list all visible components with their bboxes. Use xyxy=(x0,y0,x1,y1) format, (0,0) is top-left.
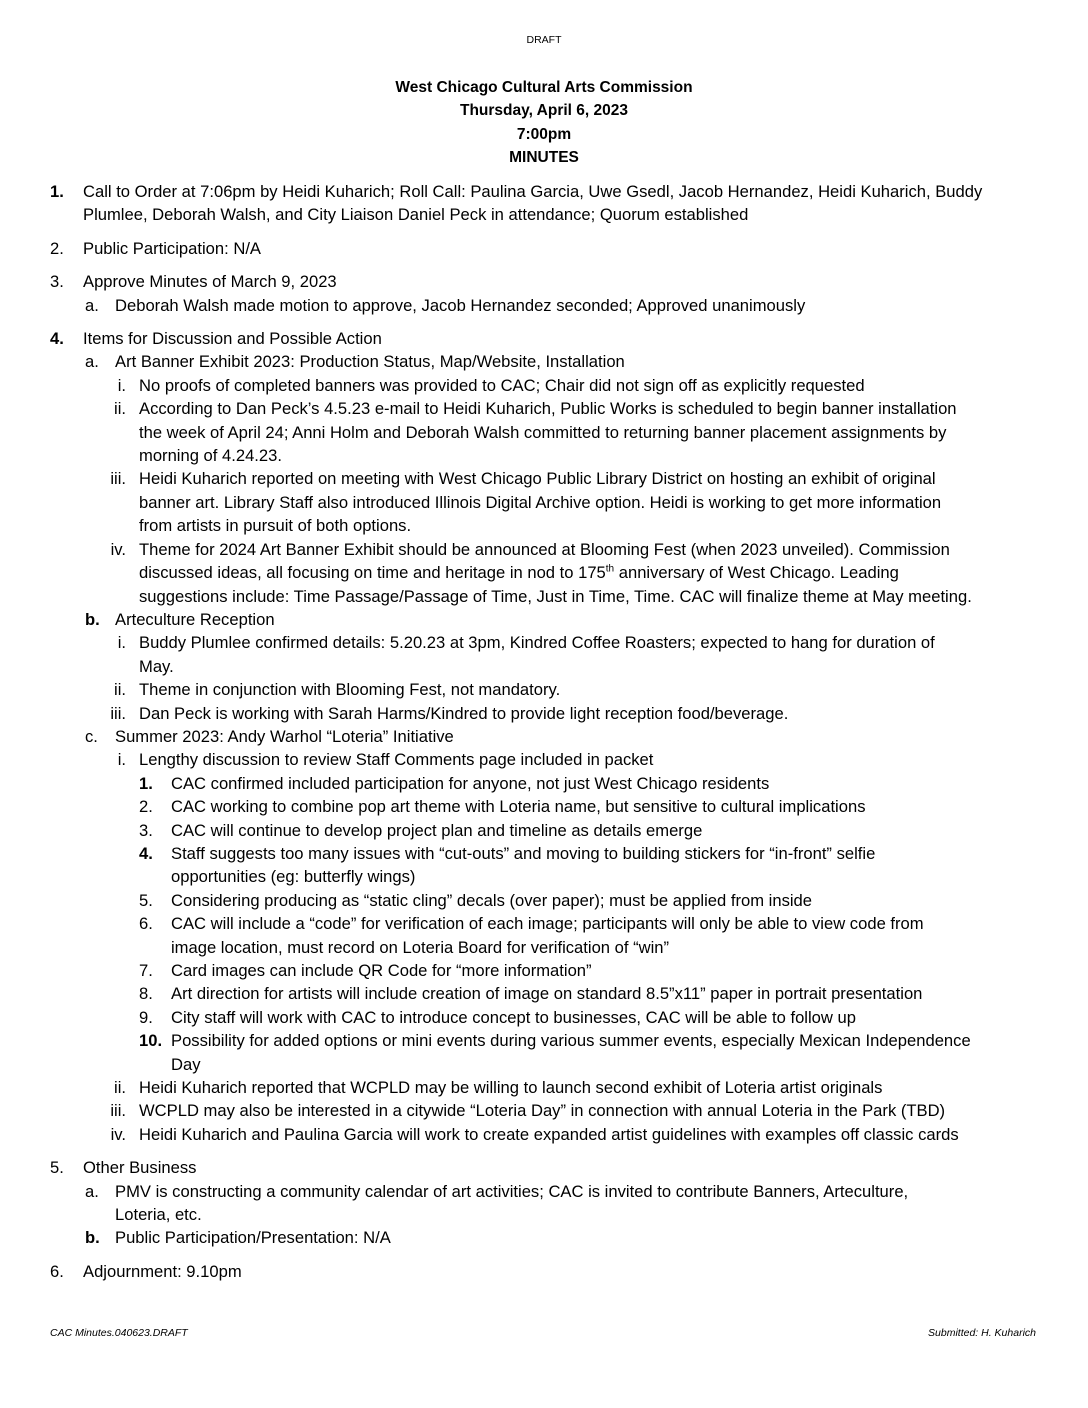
item-text: CAC working to combine pop art theme with Loteria name, but sensitive to cultural implications xyxy=(171,797,866,817)
item-text: Public Participation: N/A xyxy=(83,238,262,258)
item-text: Adjournment: 9.10pm xyxy=(83,1261,242,1281)
list-item xyxy=(0,237,1088,260)
item-text: CAC confirmed included participation for anyone, not just West Chicago residents xyxy=(171,773,770,793)
item-text: Other Business xyxy=(83,1158,197,1178)
item-text: from artists in pursuit of both options. xyxy=(139,516,412,536)
item-text: Possibility for added options or mini events during various summer events, especially Mexican Independence xyxy=(171,1031,971,1051)
list-item xyxy=(0,374,1088,397)
list-item xyxy=(0,1099,1088,1122)
item-text: Art Banner Exhibit 2023: Production Status, Map/Website, Installation xyxy=(115,352,625,372)
list-item xyxy=(0,678,1088,701)
item-text-cont xyxy=(0,585,1088,608)
item-marker: b. xyxy=(85,609,100,629)
list-item xyxy=(0,702,1088,725)
list-item xyxy=(0,959,1088,982)
item-marker: ii. xyxy=(114,399,126,419)
item-marker: 9. xyxy=(139,1007,153,1027)
item-text: Items for Discussion and Possible Action xyxy=(83,329,382,349)
item-text: Heidi Kuharich reported that WCPLD may be willing to launch second exhibit of Loteria artist originals xyxy=(139,1078,883,1098)
item-text-cont xyxy=(0,444,1088,467)
item-text: Arteculture Reception xyxy=(115,609,275,629)
item-marker: 10. xyxy=(139,1031,163,1051)
item-text: Day xyxy=(171,1054,201,1074)
item-text: Considering producing as “static cling” decals (over paper); must be applied from inside xyxy=(171,890,813,910)
draft-label: DRAFT xyxy=(526,34,562,46)
item-text: No proofs of completed banners was provided to CAC; Chair did not sign off as explicitly requested xyxy=(139,375,865,395)
item-text: opportunities (eg: butterfly wings) xyxy=(171,867,416,887)
list-item xyxy=(0,912,1088,935)
item-marker: 6. xyxy=(50,1261,64,1281)
item-text-cont xyxy=(0,561,1088,584)
item-marker: iv. xyxy=(110,539,126,559)
list-item xyxy=(0,538,1088,561)
item-marker: ii. xyxy=(114,680,126,700)
item-text-part: anniversary of West Chicago. Leading xyxy=(614,563,899,583)
item-text: Public Participation/Presentation: N/A xyxy=(115,1228,391,1248)
item-text: Dan Peck is working with Sarah Harms/Kindred to provide light reception food/beverage. xyxy=(139,703,789,723)
item-text: banner art. Library Staff also introduced Illinois Digital Archive option. Heidi is working to get more information xyxy=(139,492,942,512)
item-marker: b. xyxy=(85,1228,100,1248)
list-item xyxy=(0,467,1088,490)
list-item xyxy=(0,1006,1088,1029)
item-marker: 1. xyxy=(139,773,153,793)
item-text: Card images can include QR Code for “more information” xyxy=(171,961,592,980)
item-text-cont xyxy=(0,491,1088,514)
item-marker: i. xyxy=(117,633,126,653)
item-text: CAC will include a “code” for verification of each image; participants will only be able to view code from xyxy=(171,914,924,934)
item-text: According to Dan Peck’s 4.5.23 e-mail to Heidi Kuharich, Public Works is scheduled to begin banner installation xyxy=(139,399,957,419)
item-text: Summer 2023: Andy Warhol “Loteria” Initiative xyxy=(115,726,454,746)
footer-doc-id: CAC Minutes.040623.DRAFT xyxy=(50,1327,188,1339)
list-item xyxy=(0,180,1088,203)
item-text: Loteria, etc. xyxy=(115,1205,202,1225)
list-item xyxy=(0,327,1088,350)
item-marker: a. xyxy=(85,1181,99,1201)
item-text: Theme for 2024 Art Banner Exhibit should be announced at Blooming Fest (when 2023 unveiled). Commission xyxy=(139,539,950,559)
list-item xyxy=(0,772,1088,795)
list-item xyxy=(0,1260,1088,1283)
item-text-cont xyxy=(0,865,1088,888)
item-marker: iii. xyxy=(110,703,126,723)
list-item xyxy=(0,1123,1088,1146)
item-text: Deborah Walsh made motion to approve, Jacob Hernandez seconded; Approved unanimously xyxy=(115,295,806,315)
org-title: West Chicago Cultural Arts Commission xyxy=(395,79,693,96)
list-item xyxy=(0,294,1088,317)
list-item xyxy=(0,631,1088,654)
item-text: Approve Minutes of March 9, 2023 xyxy=(83,272,337,292)
item-text-cont xyxy=(0,1203,1088,1226)
item-marker: i. xyxy=(117,375,126,395)
item-text-cont xyxy=(0,1053,1088,1076)
item-text: suggestions include: Time Passage/Passage of Time, Just in Time, Time. CAC will finalize theme at May meeting. xyxy=(139,586,972,606)
list-item xyxy=(0,1076,1088,1099)
item-marker: 5. xyxy=(50,1158,64,1178)
item-text xyxy=(139,561,899,584)
item-text-cont xyxy=(0,203,1088,226)
list-item xyxy=(0,1156,1088,1179)
item-marker: ii. xyxy=(114,1078,126,1098)
item-marker: c. xyxy=(85,726,98,746)
list-item xyxy=(0,795,1088,818)
item-text: Lengthy discussion to review Staff Comments page included in packet xyxy=(139,750,654,770)
document-header xyxy=(0,76,1088,169)
list-item xyxy=(0,350,1088,373)
item-text: Buddy Plumlee confirmed details: 5.20.23 at 3pm, Kindred Coffee Roasters; expected to hang for duration of xyxy=(139,633,935,653)
list-item xyxy=(0,270,1088,293)
item-text: Art direction for artists will include creation of image on standard 8.5”x11” paper in portrait presentation xyxy=(171,984,923,1004)
list-item xyxy=(0,842,1088,865)
item-marker: 2. xyxy=(139,797,153,817)
item-marker: 8. xyxy=(139,984,153,1004)
item-text: the week of April 24; Anni Holm and Deborah Walsh committed to returning banner placement assignments by xyxy=(139,422,947,442)
item-marker: iii. xyxy=(110,469,126,489)
meeting-date: Thursday, April 6, 2023 xyxy=(460,102,628,120)
item-marker: 1. xyxy=(50,182,64,201)
item-marker: a. xyxy=(85,352,99,372)
item-marker: iii. xyxy=(110,1101,126,1121)
item-text-cont xyxy=(0,936,1088,959)
item-marker: 3. xyxy=(139,820,153,840)
item-text: Staff suggests too many issues with “cut-outs” and moving to building stickers for “in-front” selfie xyxy=(171,843,876,863)
item-text: CAC will continue to develop project plan and timeline as details emerge xyxy=(171,820,703,840)
item-marker: iv. xyxy=(110,1124,126,1144)
item-text: PMV is constructing a community calendar of art activities; CAC is invited to contribute Banners, Arteculture, xyxy=(115,1181,909,1201)
list-item xyxy=(0,1180,1088,1203)
list-item xyxy=(0,819,1088,842)
footer-submitted-by: Submitted: H. Kuharich xyxy=(928,1327,1036,1339)
list-item xyxy=(0,397,1088,420)
item-marker: i. xyxy=(117,750,126,770)
item-marker: 3. xyxy=(50,272,64,292)
item-text: Plumlee, Deborah Walsh, and City Liaison Daniel Peck in attendance; Quorum established xyxy=(83,205,749,225)
item-text: Theme in conjunction with Blooming Fest, not mandatory. xyxy=(139,680,561,700)
item-marker: 7. xyxy=(139,961,153,980)
item-text: City staff will work with CAC to introduce concept to businesses, CAC will be able to follow up xyxy=(171,1007,856,1027)
item-marker: 2. xyxy=(50,238,64,258)
list-item xyxy=(0,1226,1088,1249)
item-marker: 4. xyxy=(139,843,153,863)
item-text-cont xyxy=(0,655,1088,678)
item-text: image location, must record on Loteria Board for verification of “win” xyxy=(171,937,670,957)
item-marker: a. xyxy=(85,295,99,315)
item-text-cont xyxy=(0,514,1088,537)
item-text-part: discussed ideas, all focusing on time and heritage in nod to 175 xyxy=(139,563,606,583)
list-item xyxy=(0,1029,1088,1052)
item-marker: 4. xyxy=(50,329,64,349)
doc-type: MINUTES xyxy=(509,148,579,166)
meeting-time: 7:00pm xyxy=(516,125,572,143)
list-item xyxy=(0,982,1088,1005)
list-item xyxy=(0,725,1088,748)
item-text: Heidi Kuharich reported on meeting with West Chicago Public Library District on hosting an exhibit of original xyxy=(139,469,936,489)
list-item xyxy=(0,608,1088,631)
item-text: May. xyxy=(139,656,174,676)
minutes-body xyxy=(0,180,1088,1283)
item-text-cont xyxy=(0,421,1088,444)
item-text: morning of 4.24.23. xyxy=(139,446,282,466)
item-marker: 5. xyxy=(139,890,153,910)
superscript: th xyxy=(605,563,615,575)
item-text: Call to Order at 7:06pm by Heidi Kuharich; Roll Call: Paulina Garcia, Uwe Gsedl, Jacob Hernandez, Heidi Kuharich, Buddy xyxy=(83,182,983,201)
item-marker: 6. xyxy=(139,914,153,934)
list-item xyxy=(0,889,1088,912)
item-text: WCPLD may also be interested in a citywide “Loteria Day” in connection with annual Loteria in the Park (TBD) xyxy=(139,1101,946,1121)
item-text: Heidi Kuharich and Paulina Garcia will work to create expanded artist guidelines with examples off classic cards xyxy=(139,1124,959,1144)
list-item xyxy=(0,748,1088,771)
